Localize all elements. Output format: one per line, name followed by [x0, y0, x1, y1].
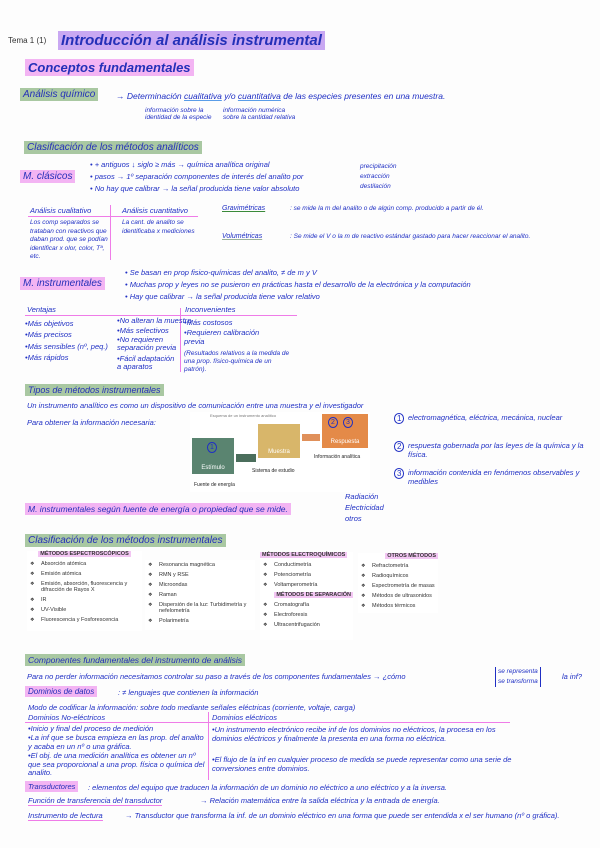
branch: Electricidad	[345, 503, 384, 512]
clasicos-item: • No hay que calibrar → la señal producida tiene valor absoluto	[90, 184, 300, 193]
inconveniente: •Requieren calibración previa	[184, 328, 260, 346]
branch: otros	[345, 514, 362, 523]
dominios-text: : ≠ lenguajes que contienen la información	[118, 688, 259, 697]
method-item: ❖ Dispersión de la luz: Turbidimetría y nefelometría	[159, 602, 255, 614]
volumetricas-label: Volumétricas	[222, 233, 263, 240]
note-cualitativa: información sobre la identidad de la especie	[145, 107, 212, 121]
volumetricas-text: : Se mide el V o la m de reactivo estándar gastado para hacer reaccionar el analito.	[290, 233, 531, 240]
diagram-caption: Esquema de un instrumento analítico	[210, 413, 277, 418]
number-2: 2	[394, 441, 404, 452]
noelec-item: •La inf que se busca empieza en las prop. del analito y acaba en un nº o una gráfica.	[28, 733, 204, 751]
espectroscopicos-box-2	[145, 560, 255, 630]
method-item: ❖ Fluorescencia y Fosforescencia	[41, 617, 142, 623]
method-item: ❖ Cromatografía	[274, 602, 353, 608]
method-item: ❖ Radioquímicos	[372, 573, 438, 579]
funcion-label: Función de transferencia del transductor	[28, 796, 163, 805]
method-item: ❖ Conductimetría	[274, 562, 353, 568]
ventaja: •Más objetivos	[25, 319, 74, 328]
transductores-text: : elementos del equipo que traducen la información de un dominio no eléctrico a uno eléctrico y a la inversa.	[88, 783, 447, 792]
instrumentales-label: M. instrumentales	[20, 277, 105, 290]
method-item: ❖ Métodos de ultrasonidos	[372, 593, 438, 599]
cuantitativa: cuantitativa	[237, 91, 281, 101]
divider	[28, 216, 198, 217]
divider	[110, 205, 111, 260]
method-item: ❖ Refractometría	[372, 563, 438, 569]
section-conceptos: Conceptos fundamentales	[25, 59, 194, 76]
espectro-head: MÉTODOS ESPECTROSCÓPICOS	[40, 551, 129, 557]
ventajas-head: Ventajas	[27, 305, 56, 314]
method-item: ❖ Microondas	[159, 582, 255, 588]
cual-head: Análisis cualitativo	[30, 206, 92, 215]
elec-item: •El flujo de la inf en cualquier proceso de medida se puede representar como una serie de conversiones entre dominios.	[212, 755, 512, 773]
sep-method: destilación	[360, 183, 391, 190]
muestra-label: Muestra	[268, 449, 290, 455]
sistema-label: Sistema de estudio	[252, 468, 295, 474]
divider	[208, 712, 209, 780]
arrow	[302, 434, 320, 441]
cualitativa: cualitativa	[184, 91, 222, 101]
number-3: 3	[394, 468, 404, 479]
electroquimicos-box	[260, 552, 353, 640]
cuant-text: La cant. de analito se identificaba x mediciones	[122, 219, 195, 235]
dominios-label: Dominios de datos	[25, 686, 97, 697]
numbered-text: respuesta gobernada por las leyes de la química y la física.	[408, 441, 584, 459]
inconveniente: (Resultados relativos a la medida de una prop. físico-química de un patrón).	[184, 350, 290, 373]
method-item: ❖ UV-Visible	[41, 607, 142, 613]
como-option: se representa	[498, 668, 538, 675]
espectroscopicos-box	[27, 551, 142, 631]
analisis-quimico-label: Análisis químico	[20, 88, 98, 101]
fuente-label: Fuente de energía	[194, 482, 235, 488]
method-item: ❖ Métodos térmicos	[372, 603, 438, 609]
otros-box	[358, 553, 438, 613]
noelec-item: •El obj. de una medición analítica es obtener un nº que sea proporcional a una prop. física o química del analito.	[28, 751, 205, 777]
tema-label: Tema 1 (1)	[8, 36, 47, 45]
method-item: ❖ RMN y RSE	[159, 572, 255, 578]
arrow	[236, 454, 256, 462]
branch: Radiación	[345, 492, 379, 501]
def-text: y/o	[221, 91, 238, 101]
clasicos-item: • + antiguos ↓ siglo ≥ más → química analítica original	[90, 160, 270, 169]
elec-head: Dominios eléctricos	[212, 713, 278, 722]
method-item: ❖ Emisión atómica	[41, 571, 142, 577]
instr-item: • Se basan en prop fisico-químicas del analito, ≠ de m y V	[125, 268, 317, 277]
sep-method: extracción	[360, 173, 390, 180]
number-1: 1	[394, 413, 404, 424]
tipos-line: Para obtener la información necesaria:	[27, 418, 156, 427]
instr-item: • Hay que calibrar → la señal producida tiene valor relativo	[125, 292, 320, 301]
method-item: ❖ Espectrometría de masas	[372, 583, 438, 589]
otros-head: OTROS MÉTODOS	[387, 553, 436, 559]
divider	[25, 722, 510, 723]
como-brace	[495, 667, 541, 687]
ventaja: •No alteran la muestra	[117, 316, 192, 325]
ventaja: •Más selectivos	[117, 326, 169, 335]
method-item: ❖ Raman	[159, 592, 255, 598]
def-text: de las especies presentes en una muestra.	[280, 91, 446, 101]
electro-head: MÉTODOS ELECTROQUÍMICOS	[262, 552, 346, 558]
method-item: ❖ Voltamperometría	[274, 582, 353, 588]
method-item: ❖ Ultracentrifugación	[274, 622, 353, 628]
method-item: ❖ Polarimetría	[159, 618, 255, 624]
noelec-head: Dominios No-eléctricos	[28, 713, 106, 722]
method-item: ❖ Potenciometría	[274, 572, 353, 578]
noelec-item: •Inicio y final del proceso de medición	[28, 724, 154, 733]
method-item: ❖ Emisión, absorción, fluorescencia y difracción de Rayos X	[41, 581, 142, 593]
section-clasificacion: Clasificación de los métodos analíticos	[24, 141, 202, 154]
gravimetricas-text: : se mide la m del analito o de algún comp. producido a partir de él.	[290, 205, 484, 212]
lectura-label: Instrumento de lectura	[28, 811, 103, 820]
note-cuantitativa: información numérica sobre la cantidad relativa	[223, 107, 296, 121]
method-item: ❖ Resonancia magnética	[159, 562, 255, 568]
instr-item: • Muchas prop y leyes no se pusieron en prácticas hasta el desarrollo de la electrónica y la computación	[125, 280, 471, 289]
def-text: → Determinación	[116, 91, 185, 101]
componentes-line-end: la inf?	[562, 672, 583, 681]
ventaja: •Más sensibles (nº, peq.)	[25, 342, 108, 351]
method-item: ❖ Absorción atómica	[41, 561, 142, 567]
informacion-label: Información analítica	[314, 454, 361, 460]
method-item: ❖ Electroforesis	[274, 612, 353, 618]
como-option: se transforma	[498, 678, 538, 685]
method-item: ❖ IR	[41, 597, 142, 603]
ventaja: •Más precisos	[25, 330, 72, 339]
separ-head: MÉTODOS DE SEPARACIÓN	[276, 592, 351, 598]
ventaja: •No requieren separación previa	[117, 335, 177, 352]
inconveniente: •Más costosos	[184, 318, 233, 327]
modo-text: Modo de codificar la información: sobre todo mediante señales eléctricas (corriente, voltaje, carga)	[28, 703, 356, 712]
section-componentes: Componentes fundamentales del instrumento de análisis	[25, 654, 245, 666]
section-clasif-instr: Clasificación de los métodos instrumentales	[25, 534, 226, 547]
cual-text: Los comp separados se trataban con reactivos que daban prod. que se podían identificar x olor, color, Tª, etc.	[30, 219, 108, 260]
marker-1: 1	[207, 442, 217, 453]
muestra-box	[258, 424, 300, 458]
marker-3: 3	[343, 417, 353, 428]
page-title: Introducción al análisis instrumental	[58, 31, 325, 50]
ventaja: •Más rápidos	[25, 353, 69, 362]
analisis-definition	[116, 91, 445, 101]
segun-label: M. instrumentales según fuente de energía o propiedad que se mide.	[25, 503, 291, 515]
gravimetricas-label: Gravimétricas	[222, 205, 266, 212]
estimulo-label: Estímulo	[201, 465, 225, 471]
componentes-line: Para no perder información necesitamos controlar su paso a través de los componentes fundamentales → ¿cómo	[27, 672, 406, 681]
instrument-diagram	[190, 412, 370, 492]
section-tipos: Tipos de métodos instrumentales	[25, 384, 164, 396]
respuesta-label: Respuesta	[330, 439, 360, 445]
tipos-line: Un instrumento analítico es como un dispositivo de comunicación entre una muestra y el investigador	[27, 401, 364, 410]
funcion-text: → Relación matemática entre la salida eléctrica y la entrada de energía.	[200, 796, 440, 805]
ventaja: •Fácil adaptación a aparatos	[117, 354, 175, 371]
clasicos-label: M. clásicos	[20, 170, 75, 183]
clasicos-item: • pasos → 1º separación componentes de interés del analito por	[90, 172, 304, 181]
numbered-text: electromagnética, eléctrica, mecánica, nuclear	[408, 413, 563, 422]
numbered-text: información contenida en fenómenos observables y medibles	[408, 468, 580, 486]
elec-item: •Un instrumento electrónico recibe inf de los dominios no eléctricos, la procesa en los dominios eléctricos y finalmente la presenta en una forma no eléctrica.	[212, 725, 496, 743]
cuant-head: Análisis cuantitativo	[122, 206, 188, 215]
transductores-label: Transductores	[25, 781, 78, 792]
inconv-head: Inconvenientes	[185, 305, 236, 314]
marker-2: 2	[328, 417, 338, 428]
lectura-text: → Transductor que transforma la inf. de un dominio eléctrico en una forma que puede ser entendida x el ser humano (nº o gráfica).	[125, 811, 560, 820]
sep-method: precipitación	[360, 163, 397, 170]
